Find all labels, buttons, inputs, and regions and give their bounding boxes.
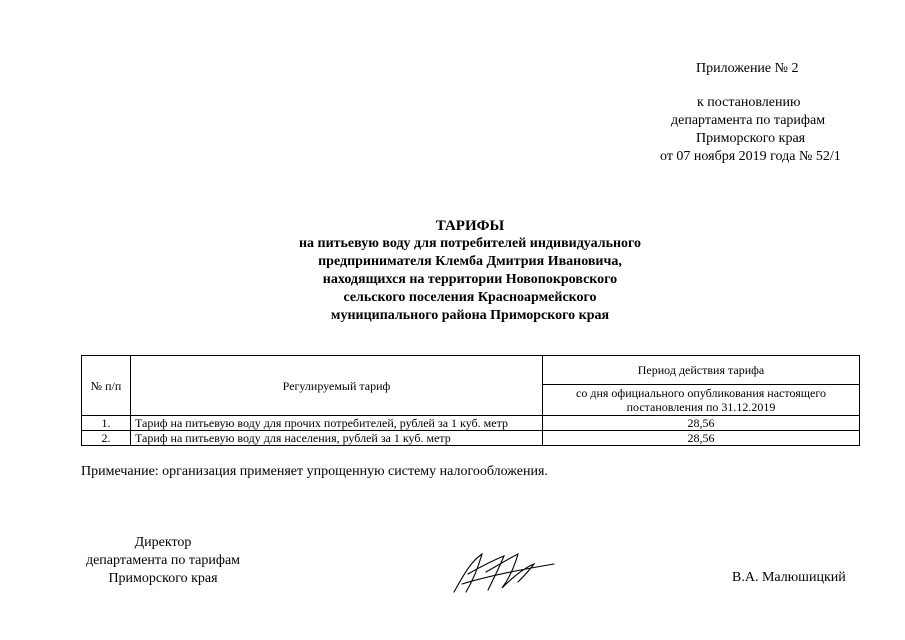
note-text: Примечание: организация применяет упрощенную систему налогообложения. bbox=[81, 464, 548, 479]
document-title-line: на питьевую воду для потребителей индивидуального bbox=[298, 236, 642, 251]
row-name: Тариф на питьевую воду для населения, рублей за 1 куб. метр bbox=[131, 431, 543, 446]
document-title-main: ТАРИФЫ bbox=[435, 218, 505, 234]
appendix-line: департамента по тарифам bbox=[671, 113, 826, 128]
signatory-position-line: Директор bbox=[134, 535, 192, 550]
document-title bbox=[230, 217, 710, 325]
document-title-line: предпринимателя Клемба Дмитрия Ивановича, bbox=[318, 254, 622, 269]
document-title-line: находящихся на территории Новопокровского bbox=[322, 272, 618, 287]
row-num: 2. bbox=[82, 431, 131, 446]
row-num: 1. bbox=[82, 416, 131, 431]
handwritten-signature bbox=[448, 548, 558, 598]
tariffs-table bbox=[81, 355, 860, 446]
header-period-sub: со дня официального опубликования настоящего постановления по 31.12.2019 bbox=[543, 385, 860, 416]
row-value: 28,56 bbox=[543, 416, 860, 431]
row-name: Тариф на питьевую воду для прочих потребителей, рублей за 1 куб. метр bbox=[131, 416, 543, 431]
table-header-row bbox=[82, 356, 860, 385]
header-name: Регулируемый тариф bbox=[131, 356, 543, 416]
header-num: № п/п bbox=[82, 356, 131, 416]
table-row bbox=[82, 431, 860, 446]
signatory-position-line: Приморского края bbox=[108, 571, 218, 586]
signatory-position-line: департамента по тарифам bbox=[85, 553, 241, 568]
appendix-title: Приложение № 2 bbox=[696, 61, 799, 76]
appendix-line: к постановлению bbox=[697, 95, 801, 110]
document-title-line: сельского поселения Красноармейского bbox=[343, 290, 597, 305]
signatory-name: В.А. Малюшицкий bbox=[732, 570, 846, 585]
header-period: Период действия тарифа bbox=[543, 356, 860, 385]
appendix-line: от 07 ноября 2019 года № 52/1 bbox=[660, 149, 841, 164]
row-value: 28,56 bbox=[543, 431, 860, 446]
document-title-line: муниципального района Приморского края bbox=[330, 308, 610, 323]
table-row bbox=[82, 416, 860, 431]
signatory-position bbox=[78, 534, 248, 588]
appendix-line: Приморского края bbox=[696, 131, 806, 146]
